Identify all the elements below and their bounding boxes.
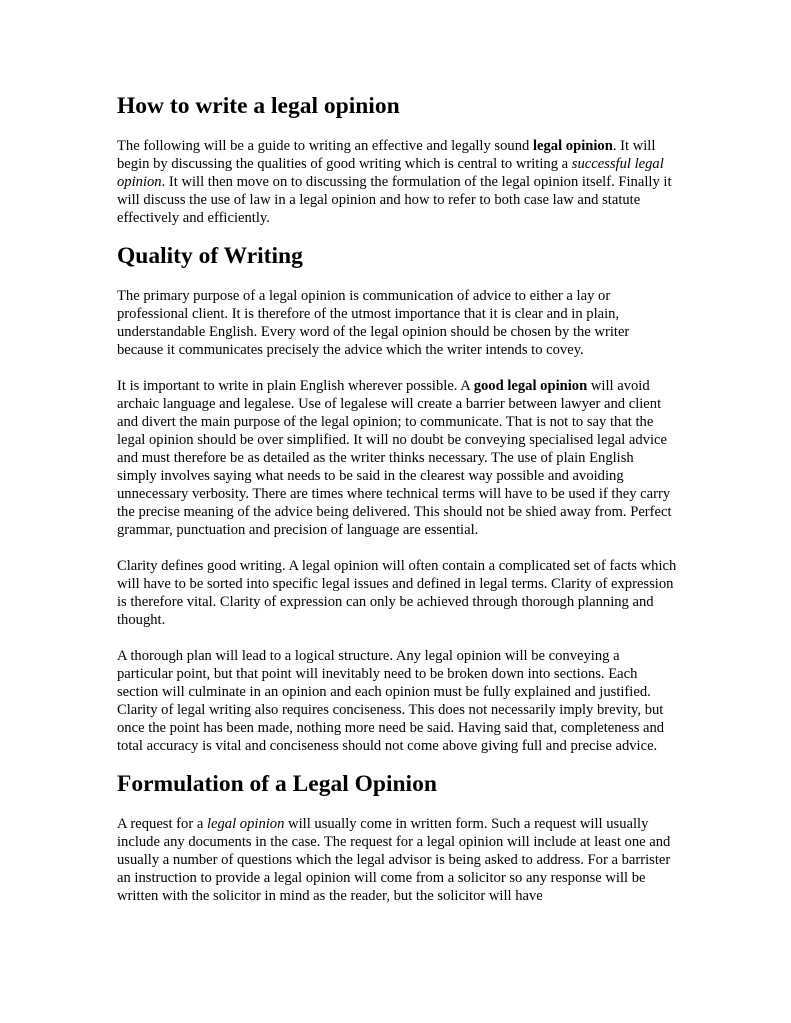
quality-p2-text-2: will avoid archaic language and legalese. Use of legalese will create a barrier between lawyer and client and divert the main purpose of the legal opinion; to communicate. That is not to say that the legal opinion should be over simplified. It will no doubt be conveying specialised legal advice and must therefore be as detailed as the writer thinks necessary. The use of plain English simply involves saying what needs to be said in the clearest way possible and avoiding unnecessary verbosity. There are times where technical terms will have to be used if they carry the precise meaning of the advice being delivered. This should not be shied away from. Perfect grammar, punctuation and precision of language are essential. [117, 378, 672, 538]
quality-paragraph-2 [117, 377, 677, 539]
section-heading-formulation: Formulation of a Legal Opinion [117, 771, 437, 797]
intro-text-3: . It will then move on to discussing the formulation of the legal opinion itself. Finally it will discuss the use of law in a legal opinion and how to refer to both case law and statute effectively and efficiently. [117, 174, 672, 226]
document-title: How to write a legal opinion [117, 93, 400, 119]
quality-p2-text-1: It is important to write in plain English wherever possible. A [117, 378, 474, 394]
quality-paragraph-4: A thorough plan will lead to a logical structure. Any legal opinion will be conveying a particular point, but that point will inevitably need to be broken down into sections. Each section will culminate in an opinion and each opinion must be fully explained and justified. Clarity of legal writing also requires conciseness. This does not necessarily imply brevity, but once the point has been made, nothing more need be said. Having said that, completeness and total accuracy is vital and conciseness should not come above giving full and precise advice. [117, 648, 665, 754]
quality-paragraph-1: The primary purpose of a legal opinion is communication of advice to either a lay or professional client. It is therefore of the utmost importance that it is clear and in plain, understandable English. Every word of the legal opinion should be chosen by the writer because it communicates precisely the advice which the writer intends to covey. [117, 288, 630, 358]
intro-text-1: The following will be a guide to writing an effective and legally sound [117, 138, 533, 154]
formulation-p1-text-1: A request for a [117, 816, 207, 832]
intro-text-2: . It will begin by discussing the qualities of good writing which is central to writing a [117, 138, 656, 172]
quality-p2-bold-good-legal-opinion: good legal opinion [473, 378, 588, 394]
intro-bold-legal-opinion: legal opinion [532, 138, 613, 154]
quality-paragraph-3: Clarity defines good writing. A legal opinion will often contain a complicated set of facts which will have to be sorted into specific legal issues and defined in legal terms. Clarity of expression is therefore vital. Clarity of expression can only be achieved through thorough planning and thought. [117, 558, 677, 628]
intro-italic-successful-legal-opinion: successful legal opinion [117, 156, 664, 190]
section-heading-quality: Quality of Writing [117, 243, 303, 269]
document-page [117, 92, 677, 905]
formulation-paragraph-1 [117, 815, 677, 905]
intro-paragraph [117, 137, 677, 227]
formulation-p1-text-2: will usually come in written form. Such a request will usually include any documents in the case. The request for a legal opinion will include at least one and usually a number of questions which the legal advisor is being asked to address. For a barrister an instruction to provide a legal opinion will come from a solicitor so any response will be written with the solicitor in mind as the reader, but the solicitor will have [117, 816, 671, 904]
formulation-p1-italic-legal-opinion: legal opinion [206, 816, 285, 832]
